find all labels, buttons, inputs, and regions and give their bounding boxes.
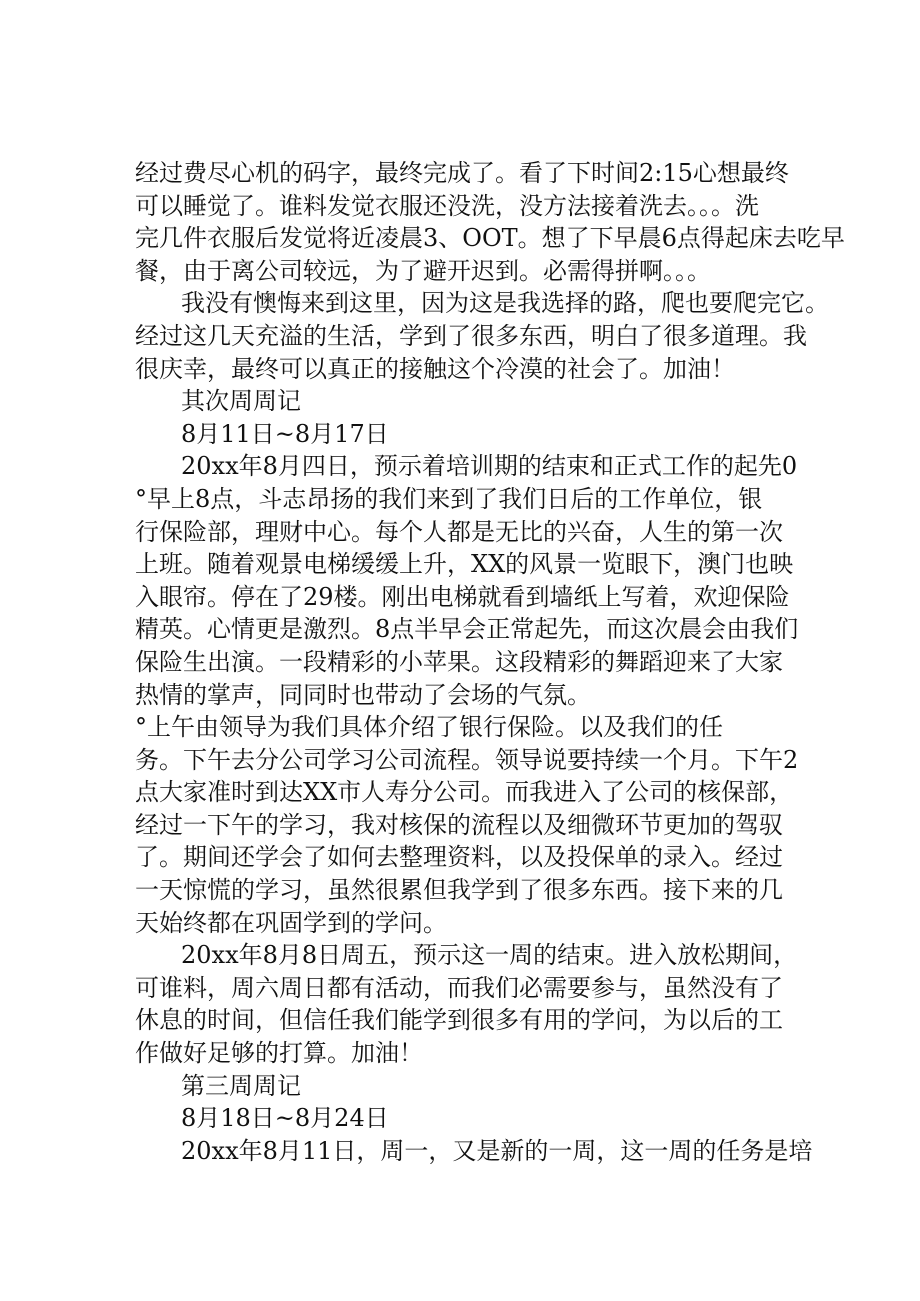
text-line: 精英。心情更是激烈。8点半早会正常起先，而这次晨会由我们 <box>135 615 799 644</box>
text-line: °上午由领导为我们具体介绍了银行保险。以及我们的任 <box>135 713 723 742</box>
text-line: 了。期间还学会了如何去整理资料，以及投保单的录入。经过 <box>135 843 783 872</box>
text-line: 经过一下午的学习，我对核保的流程以及细微环节更加的驾驭 <box>135 810 783 839</box>
text-line: 保险生出演。一段精彩的小苹果。这段精彩的舞蹈迎来了大家 <box>135 647 783 676</box>
text-line: 很庆幸，最终可以真正的接触这个冷漠的社会了。加油！ <box>135 354 735 383</box>
text-line: 经过这几天充溢的生活，学到了很多东西，明白了很多道理。我 <box>135 321 807 350</box>
text-line: 入眼帘。停在了29楼。刚出电梯就看到墙纸上写着，欢迎保险 <box>135 582 790 611</box>
text-line: 经过费尽心机的码字，最终完成了。看了下时间2:15心想最终 <box>135 159 789 187</box>
text-line: 20xx年8月11日，周一，又是新的一周，这一周的任务是培 <box>181 1136 813 1165</box>
document-body <box>135 157 845 1167</box>
text-line: 可以睡觉了。谁料发觉衣服还没洗，没方法接着洗去。。。洗 <box>135 191 759 220</box>
text-line: 20xx年8月8日周五，预示这一周的结束。进入放松期间， <box>181 941 798 970</box>
text-line: 上班。随着观景电梯缓缓上升，XX的风景一览眼下，澳门也映 <box>135 550 794 579</box>
text-line: 热情的掌声，同同时也带动了会场的气氛。 <box>135 680 591 709</box>
text-line: 作做好足够的打算。加油！ <box>135 1039 423 1068</box>
text-line: 一天惊慌的学习，虽然很累但我学到了很多东西。接下来的几 <box>135 876 783 905</box>
text-line: °早上8点，斗志昂扬的我们来到了我们日后的工作单位，银 <box>135 484 763 513</box>
text-line: 第三周周记 <box>181 1071 301 1100</box>
text-line: 完几件衣服后发觉将近凌晨3、OOT。想了下早晨6点得起床去吃早 <box>135 224 845 253</box>
text-line: 我没有懊悔来到这里，因为这是我选择的路，爬也要爬完它。 <box>181 289 829 318</box>
text-line: 可谁料，周六周日都有活动，而我们必需要参与，虽然没有了 <box>135 973 783 1002</box>
text-line: 8月18日~8月24日 <box>181 1104 389 1133</box>
text-line: 餐，由于离公司较远，为了避开迟到。必需得拼啊。。。 <box>135 256 711 285</box>
text-line: 行保险部，理财中心。每个人都是无比的兴奋，人生的第一次 <box>135 517 783 546</box>
text-line: 20xx年8月四日，预示着培训期的结束和正式工作的起先0 <box>181 452 798 481</box>
text-line: 点大家准时到达XX市人寿分公司。而我进入了公司的核保部， <box>135 778 794 807</box>
text-line: 务。下午去分公司学习公司流程。领导说要持续一个月。下午2 <box>135 745 799 774</box>
text-line: 8月11日~8月17日 <box>181 419 389 448</box>
text-line: 其次周周记 <box>181 387 301 416</box>
text-line: 天始终都在巩固学到的学问。 <box>135 908 447 937</box>
text-line: 休息的时间，但信任我们能学到很多有用的学问，为以后的工 <box>135 1006 783 1035</box>
